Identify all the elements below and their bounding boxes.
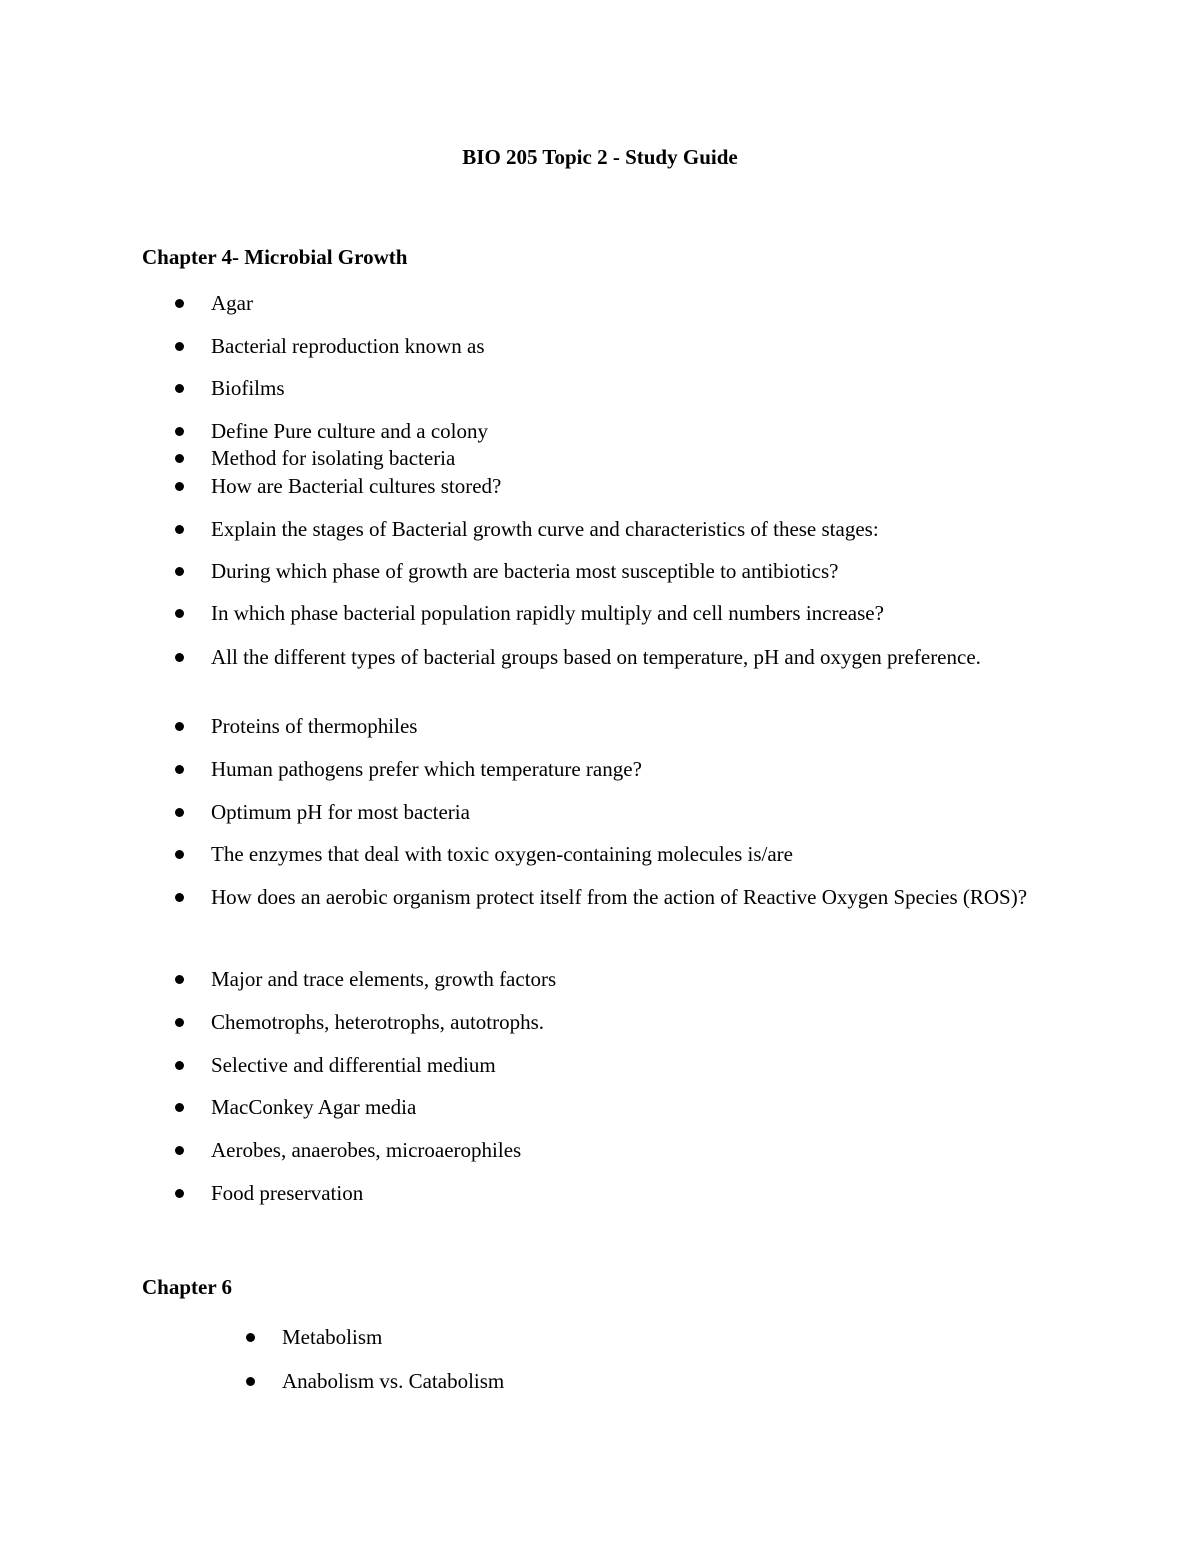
- list-item-text: How does an aerobic organism protect itself from the action of Reactive Oxygen Species (ROS)?: [211, 885, 1028, 909]
- list-item-text: MacConkey Agar media: [211, 1095, 417, 1119]
- bullet-icon: [175, 1146, 184, 1155]
- bullet-icon: [175, 765, 184, 774]
- list-item: [211, 516, 1071, 543]
- list-item: [211, 756, 1071, 783]
- list-item-text: All the different types of bacterial groups based on temperature, pH and oxygen preference.: [211, 645, 981, 669]
- bullet-icon: [175, 525, 184, 534]
- bullet-icon: [175, 454, 184, 463]
- list-item-text: Anabolism vs. Catabolism: [282, 1369, 505, 1393]
- bullet-icon: [175, 722, 184, 731]
- list-item-text: Explain the stages of Bacterial growth curve and characteristics of these stages:: [211, 517, 879, 541]
- list-item-text: Major and trace elements, growth factors: [211, 967, 557, 991]
- bullet-icon: [175, 427, 184, 436]
- list-item: [211, 644, 1001, 671]
- bullet-icon: [175, 1061, 184, 1070]
- list-item: [211, 1052, 1071, 1079]
- bullet-icon: [175, 653, 184, 662]
- list-item: [211, 333, 1071, 360]
- list-item-text: Human pathogens prefer which temperature range?: [211, 757, 642, 781]
- bullet-icon: [175, 1018, 184, 1027]
- bullet-icon: [175, 609, 184, 618]
- document-title: BIO 205 Topic 2 - Study Guide: [462, 145, 738, 169]
- bullet-icon: [175, 850, 184, 859]
- list-item: [211, 290, 1071, 317]
- bullet-icon: [246, 1333, 255, 1342]
- bullet-icon: [175, 342, 184, 351]
- bullet-icon: [175, 975, 184, 984]
- list-item: [211, 713, 1071, 740]
- list-item-text: Bacterial reproduction known as: [211, 334, 485, 358]
- bullet-icon: [175, 567, 184, 576]
- list-item-text: The enzymes that deal with toxic oxygen-containing molecules is/are: [211, 842, 793, 866]
- list-item-text: In which phase bacterial population rapidly multiply and cell numbers increase?: [211, 601, 884, 625]
- bullet-icon: [175, 1189, 184, 1198]
- list-item: [282, 1324, 1082, 1351]
- list-item: [211, 600, 1071, 627]
- bullet-icon: [246, 1377, 255, 1386]
- bullet-icon: [175, 299, 184, 308]
- list-item: [211, 799, 1071, 826]
- list-item-text: Selective and differential medium: [211, 1053, 496, 1077]
- list-item: [211, 1180, 1071, 1207]
- list-item: [211, 1137, 1071, 1164]
- bullet-icon: [175, 384, 184, 393]
- list-item: [211, 1094, 1071, 1121]
- list-item: [211, 966, 1071, 993]
- list-item: [211, 884, 1071, 911]
- list-item: [211, 418, 1071, 445]
- bullet-icon: [175, 1103, 184, 1112]
- list-item-text: Biofilms: [211, 376, 285, 400]
- list-item-text: Metabolism: [282, 1325, 383, 1349]
- list-item: [211, 841, 1071, 868]
- list-item-text: During which phase of growth are bacteria most susceptible to antibiotics?: [211, 559, 839, 583]
- list-item: [211, 375, 1071, 402]
- list-item: [211, 445, 1071, 472]
- list-item: [282, 1368, 1082, 1395]
- chapter-6-heading: Chapter 6: [142, 1275, 233, 1299]
- bullet-icon: [175, 808, 184, 817]
- list-item: [211, 473, 1071, 500]
- list-item-text: Food preservation: [211, 1181, 364, 1205]
- list-item-text: Aerobes, anaerobes, microaerophiles: [211, 1138, 522, 1162]
- list-item-text: Agar: [211, 291, 253, 315]
- list-item-text: Define Pure culture and a colony: [211, 419, 488, 443]
- bullet-icon: [175, 482, 184, 491]
- bullet-icon: [175, 893, 184, 902]
- list-item-text: Method for isolating bacteria: [211, 446, 456, 470]
- list-item: [211, 558, 1071, 585]
- chapter-4-heading: Chapter 4- Microbial Growth: [142, 245, 408, 269]
- list-item-text: Chemotrophs, heterotrophs, autotrophs.: [211, 1010, 545, 1034]
- list-item: [211, 1009, 1071, 1036]
- list-item-text: Optimum pH for most bacteria: [211, 800, 470, 824]
- list-item-text: Proteins of thermophiles: [211, 714, 418, 738]
- list-item-text: How are Bacterial cultures stored?: [211, 474, 502, 498]
